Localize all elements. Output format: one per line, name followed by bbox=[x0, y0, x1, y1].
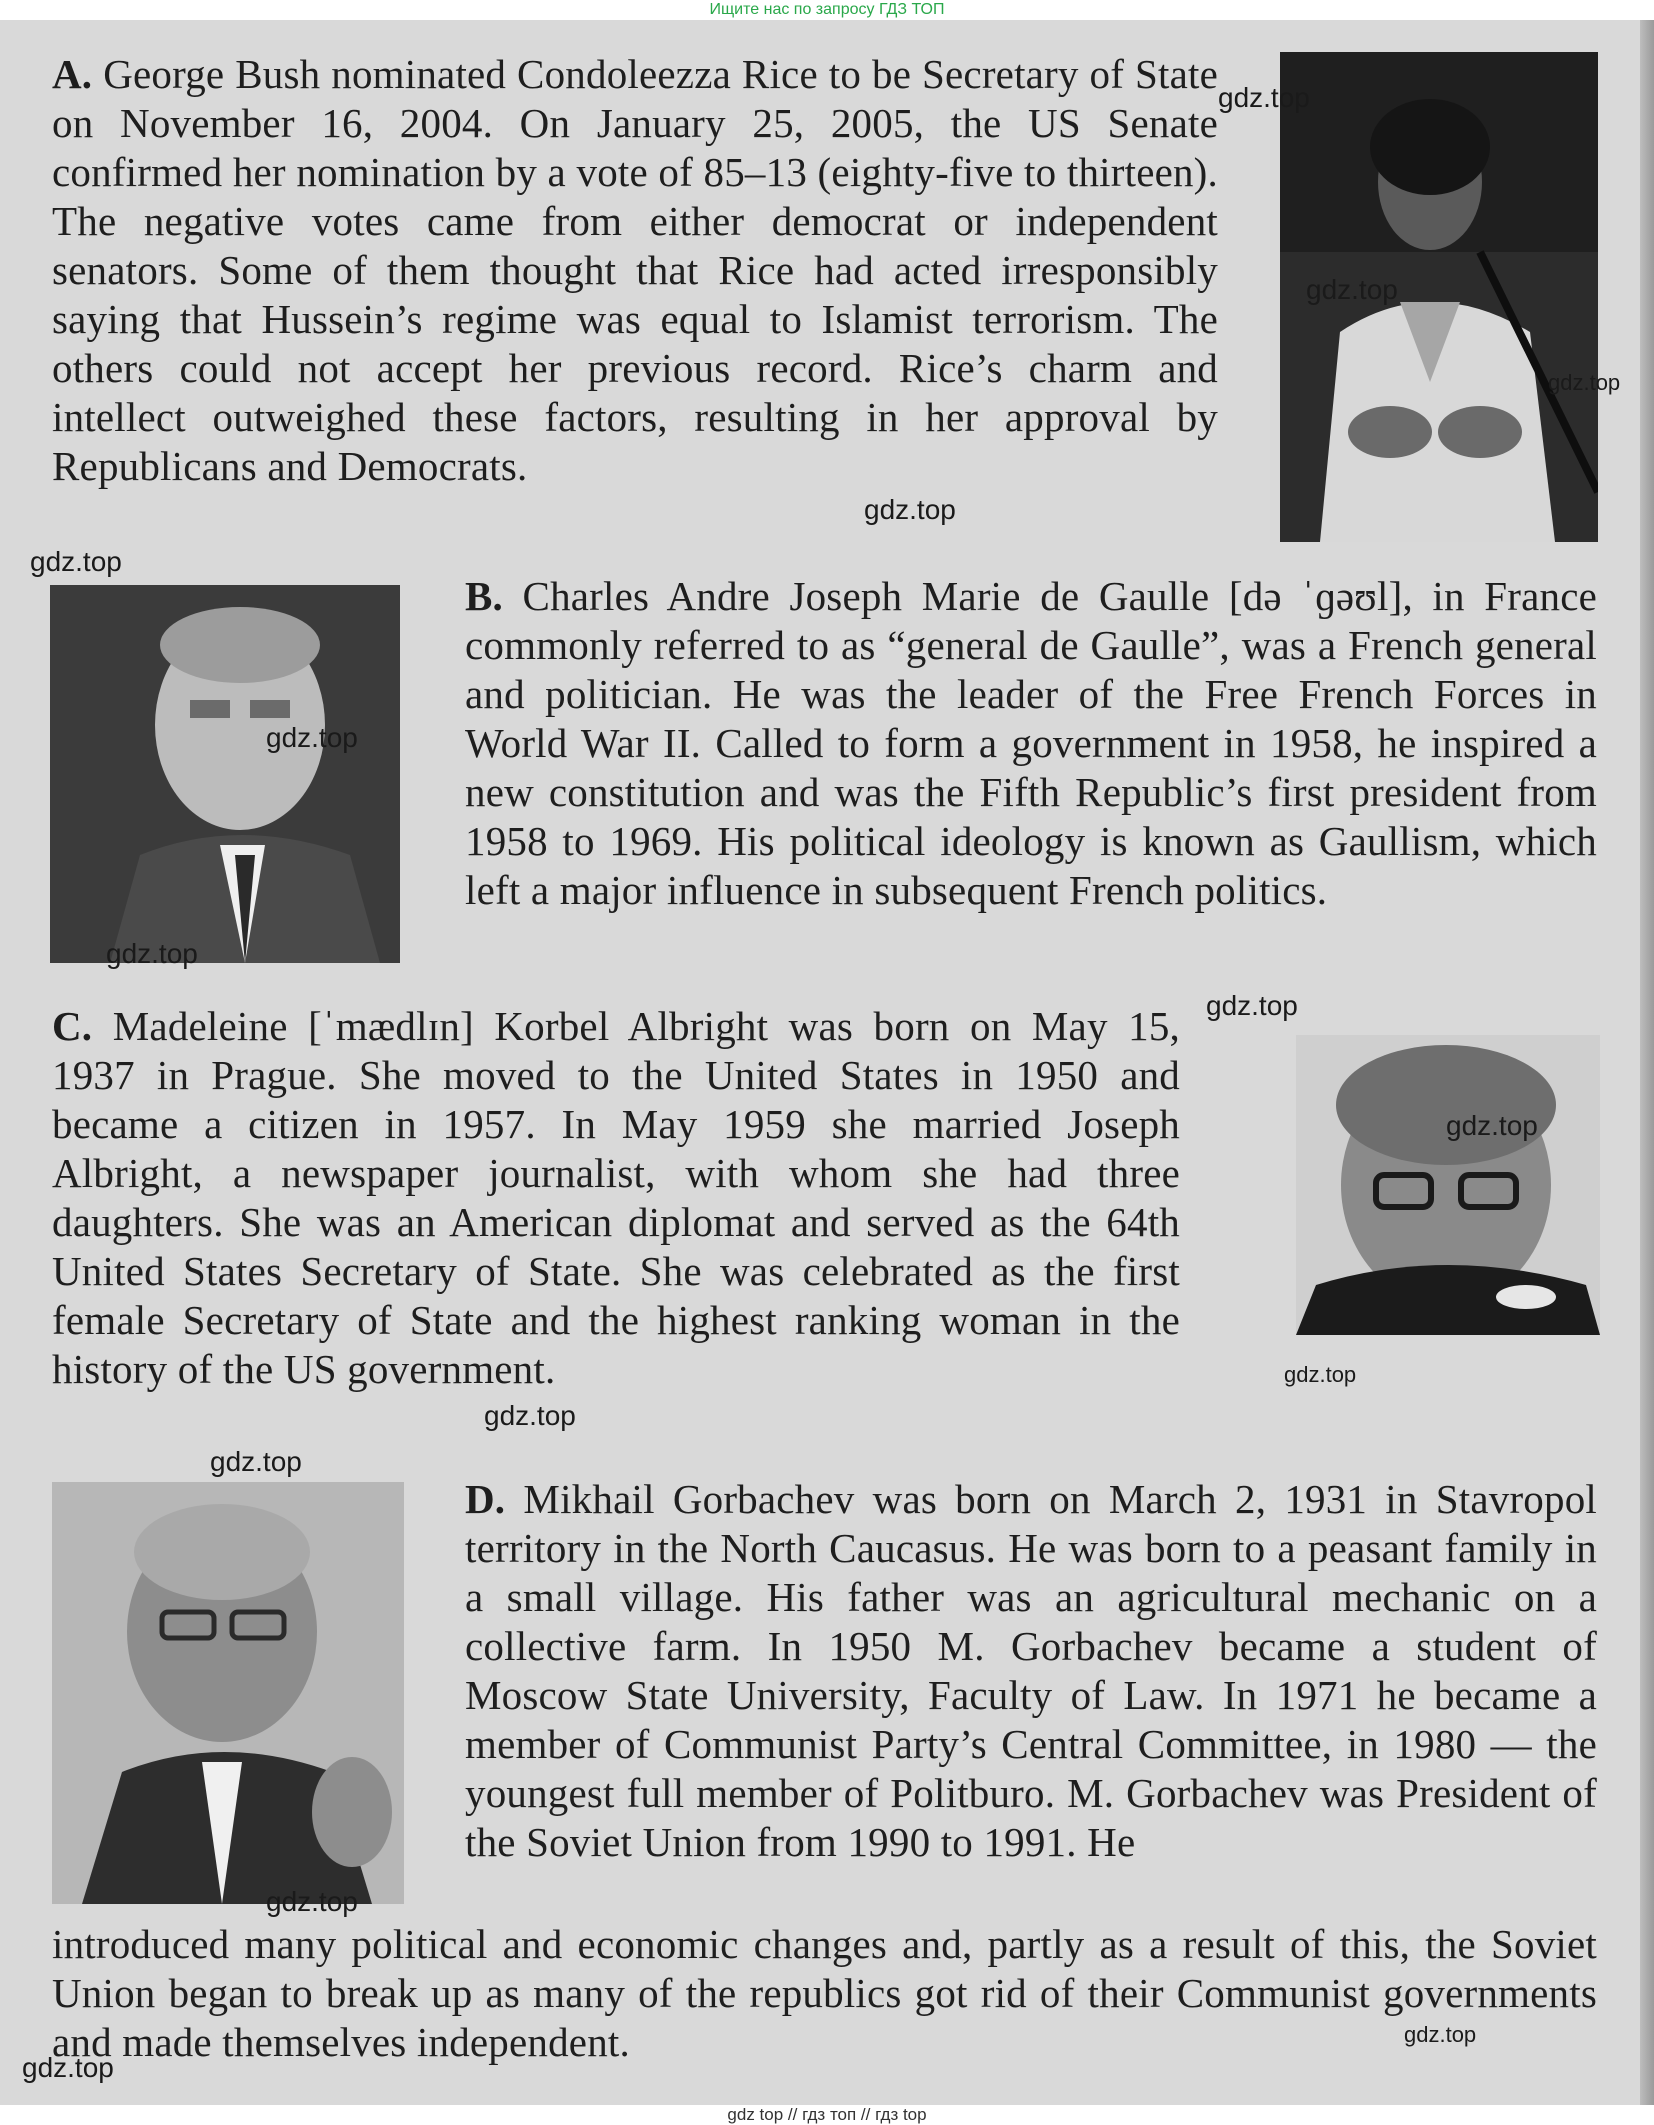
section-a-text: George Bush nominated Condoleezza Rice to be Secretary of State on November 16, 2004. On January 25, 2005, the US Senate confirmed her nomination by a vote of 85–13 (eighty-five to thirteen). The negative votes came from either democrat or independent senators. Some of them thought that Rice had acted irresponsibly saying that Hussein’s regime was equal to Islamist terrorism. The others could not accept her previous record. Rice’s charm and intellect outweighed these factors, resulting in her approval by Republicans and Democrats. bbox=[52, 51, 1218, 489]
watermark: gdz.top bbox=[1306, 274, 1398, 305]
watermark: gdz.top bbox=[22, 2052, 114, 2083]
portrait-gorbachev-icon bbox=[52, 1482, 404, 1904]
watermark: gdz.top bbox=[1446, 1110, 1538, 1141]
watermark: gdz.top bbox=[266, 1886, 358, 1917]
watermark: gdz.top bbox=[30, 546, 122, 577]
watermark: gdz.top bbox=[1284, 1362, 1357, 1387]
watermark: gdz.top bbox=[1218, 82, 1310, 113]
section-d-below bbox=[52, 1920, 1597, 2067]
portrait-albright-icon bbox=[1296, 1035, 1600, 1335]
watermark: gdz.top bbox=[1206, 990, 1298, 1021]
section-b bbox=[465, 572, 1597, 915]
watermark: gdz.top bbox=[1404, 2022, 1477, 2047]
scanned-page bbox=[0, 20, 1654, 2105]
section-d-text-beside: Mikhail Gorbachev was born on March 2, 1931 in Stavropol territory in the North Caucasus. He was born to a peasant family in a small village. His father was an agricultural mechanic on a collective farm. In 1950 M. Gorbachev became a student of Moscow State University, Faculty of Law. In 1971 he became a member of Communist Party’s Central Committee, in 1980 — the youngest full member of Politburo. M. Gorbachev was President of the Soviet Union from 1990 to 1991. He bbox=[465, 1476, 1597, 1865]
section-b-letter: B. bbox=[465, 573, 503, 619]
section-a bbox=[52, 50, 1218, 491]
watermark: gdz.top bbox=[484, 1400, 576, 1431]
photo-gorbachev bbox=[52, 1482, 404, 1904]
portrait-de-gaulle-icon bbox=[50, 585, 400, 963]
section-c bbox=[52, 1002, 1180, 1394]
section-d-text-below: introduced many political and economic changes and, partly as a result of this, the Soviet Union began to break up as many of the republics got rid of their Communist governments and made themselves independent. bbox=[52, 1921, 1597, 2065]
watermark: gdz.top bbox=[210, 1446, 302, 1477]
section-c-text: Madeleine [ˈmædlɪn] Korbel Albright was born on May 15, 1937 in Prague. She moved to the United States in 1950 and became a citizen in 1957. In May 1959 she married Joseph Albright, a newspaper journalist, with whom she had three daughters. She was an American diplomat and served as the 64th United States Secretary of State. She was celebrated as the first female Secretary of State and the highest ranking woman in the history of the US government. bbox=[52, 1003, 1180, 1392]
section-d-beside bbox=[465, 1475, 1597, 1867]
section-b-text: Charles Andre Joseph Marie de Gaulle [də ˈɡəʊl], in France commonly referred to as “general de Gaulle”, was a French general and politician. He was the leader of the Free French Forces in World War II. Called to form a government in 1958, he inspired a new constitution and was the Fifth Republic’s first president from 1958 to 1969. His political ideology is known as Gaullism, which left a major influence in subsequent French politics. bbox=[465, 573, 1597, 913]
bottom-banner: gdz top // гдз топ // гдз top bbox=[0, 2105, 1654, 2125]
watermark: gdz.top bbox=[864, 494, 956, 525]
section-a-letter: A. bbox=[52, 51, 93, 97]
top-banner: Ищите нас по запросу ГДЗ ТОП bbox=[709, 1, 945, 18]
watermark: gdz.top bbox=[106, 938, 198, 969]
watermark: gdz.top bbox=[266, 722, 358, 753]
section-c-letter: C. bbox=[52, 1003, 93, 1049]
photo-de-gaulle bbox=[50, 585, 400, 963]
photo-albright bbox=[1296, 1035, 1600, 1335]
section-d-letter: D. bbox=[465, 1476, 506, 1522]
page-edge bbox=[1640, 20, 1654, 2105]
watermark: gdz.top bbox=[1548, 370, 1621, 395]
